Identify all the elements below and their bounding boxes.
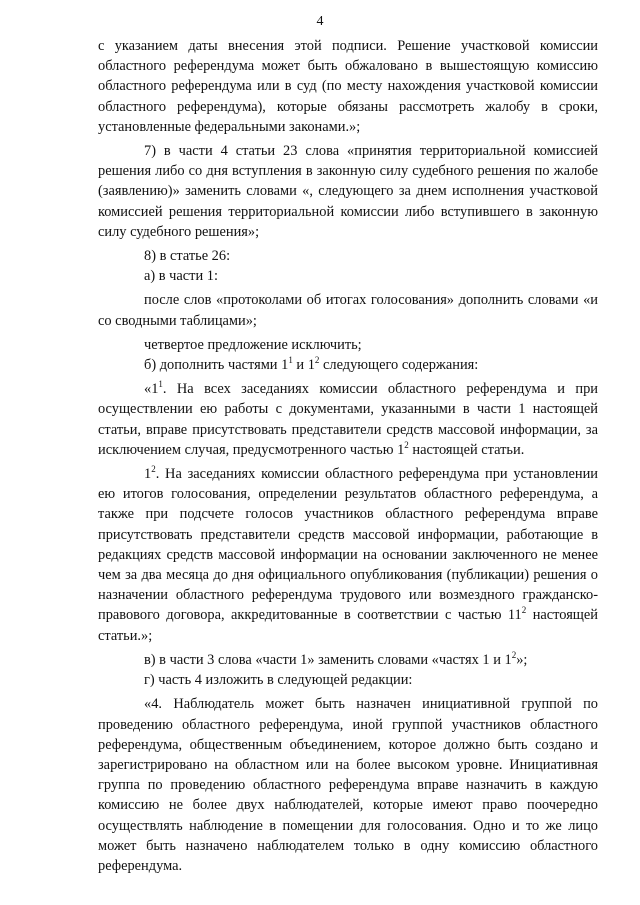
text-run: с указанием даты внесения этой подписи. Решение участковой комиссии областного референдума может быть обжаловано в вышестоящую комиссию областного референдума или в суд (по месту нахождения участковой комиссии областного референдума), которые обязаны рассмотреть жалобу в сроки, установленные федеральными законами.»; bbox=[98, 38, 598, 135]
text-run: в) в части 3 слова «части 1» заменить словами «частях 1 и 1 bbox=[144, 651, 512, 668]
text-run: »; bbox=[516, 651, 528, 668]
paragraph-after-words bbox=[98, 290, 598, 330]
paragraph-subitem-g bbox=[98, 670, 598, 690]
page-number: 4 bbox=[316, 14, 324, 29]
paragraph-continuation bbox=[98, 36, 598, 137]
superscript: 2 bbox=[151, 464, 156, 475]
text-run: настоящей статьи.»; bbox=[98, 607, 598, 644]
superscript: 2 bbox=[404, 439, 409, 450]
text-run: 8) в статье 26: bbox=[144, 248, 231, 265]
paragraph-part-4 bbox=[98, 694, 598, 876]
paragraph-part-1-1 bbox=[98, 379, 598, 460]
paragraph-fourth-sentence bbox=[98, 335, 598, 355]
paragraph-subitem-b bbox=[98, 355, 598, 375]
superscript: 2 bbox=[314, 355, 320, 366]
text-run: а) в части 1: bbox=[144, 268, 218, 285]
text-run: . На заседаниях комиссии областного референдума при установлении ею итогов голосования, определении результатов областного референдума, а также при подсчете голосов участников областного референдума вправе присутствовать представители средств массовой информации, работающие в редакциях средств массовой информации на основании заключенного не менее чем за два месяца до дня официального опубликования (публикации) решения о назначении областного референдума трудового или возмездного гражданско-правового договора, аккредитованные в соответствии с частью 11 bbox=[98, 466, 598, 624]
text-run: и 1 bbox=[292, 357, 315, 374]
superscript: 2 bbox=[511, 649, 517, 660]
text-run: настоящей статьи. bbox=[408, 441, 525, 458]
text-run: «4. Наблюдатель может быть назначен инициативной группой по проведению областного референдума, иной группой участников областного референдума, общественным объединением, которое должно быть создано и зарегистрировано на областном или на более высоком уровне. Инициативная группа по проведению областного референдума вправе назначить в каждую комиссию не более двух наблюдателей, которые имеют право поочередно осуществлять наблюдение в помещении для голосования. Одно и то же лицо может быть назначено наблюдателем только в одну комиссию областного референдума. bbox=[98, 696, 598, 874]
text-run: б) дополнить частями 1 bbox=[144, 357, 289, 374]
paragraph-subitem-v bbox=[98, 650, 598, 670]
superscript: 2 bbox=[521, 605, 527, 616]
superscript: 1 bbox=[288, 355, 293, 366]
text-run: 7) в части 4 статьи 23 слова «принятия территориальной комиссией решения либо со дня вступления в законную силу судебного решения по жалобе (заявлению)» заменить словами «, следующего за днем исполнения участковой комиссией решения территориальной комиссии либо вступившего в законную силу судебного решения»; bbox=[98, 143, 598, 240]
document-body bbox=[98, 36, 598, 876]
text-run: следующего содержания: bbox=[319, 357, 479, 374]
paragraph-subitem-a bbox=[98, 266, 598, 286]
paragraph-item-8 bbox=[98, 246, 598, 266]
text-run: 1 bbox=[144, 466, 152, 483]
paragraph-item-7 bbox=[98, 141, 598, 242]
superscript: 1 bbox=[158, 379, 163, 390]
text-run: четвертое предложение исключить; bbox=[144, 336, 362, 353]
text-run: после слов «протоколами об итогах голосования» дополнить словами «и со сводными таблицами»; bbox=[98, 292, 598, 329]
text-run: г) часть 4 изложить в следующей редакции: bbox=[144, 672, 413, 689]
paragraph-part-1-2 bbox=[98, 464, 598, 646]
text-run: . На всех заседаниях комиссии областного референдума и при осуществлении ею работы с документами, указанными в части 1 настоящей статьи, вправе присутствовать представители средств массовой информации, за исключением случая, предусмотренного частью 1 bbox=[98, 381, 598, 458]
text-run: «1 bbox=[144, 381, 159, 398]
